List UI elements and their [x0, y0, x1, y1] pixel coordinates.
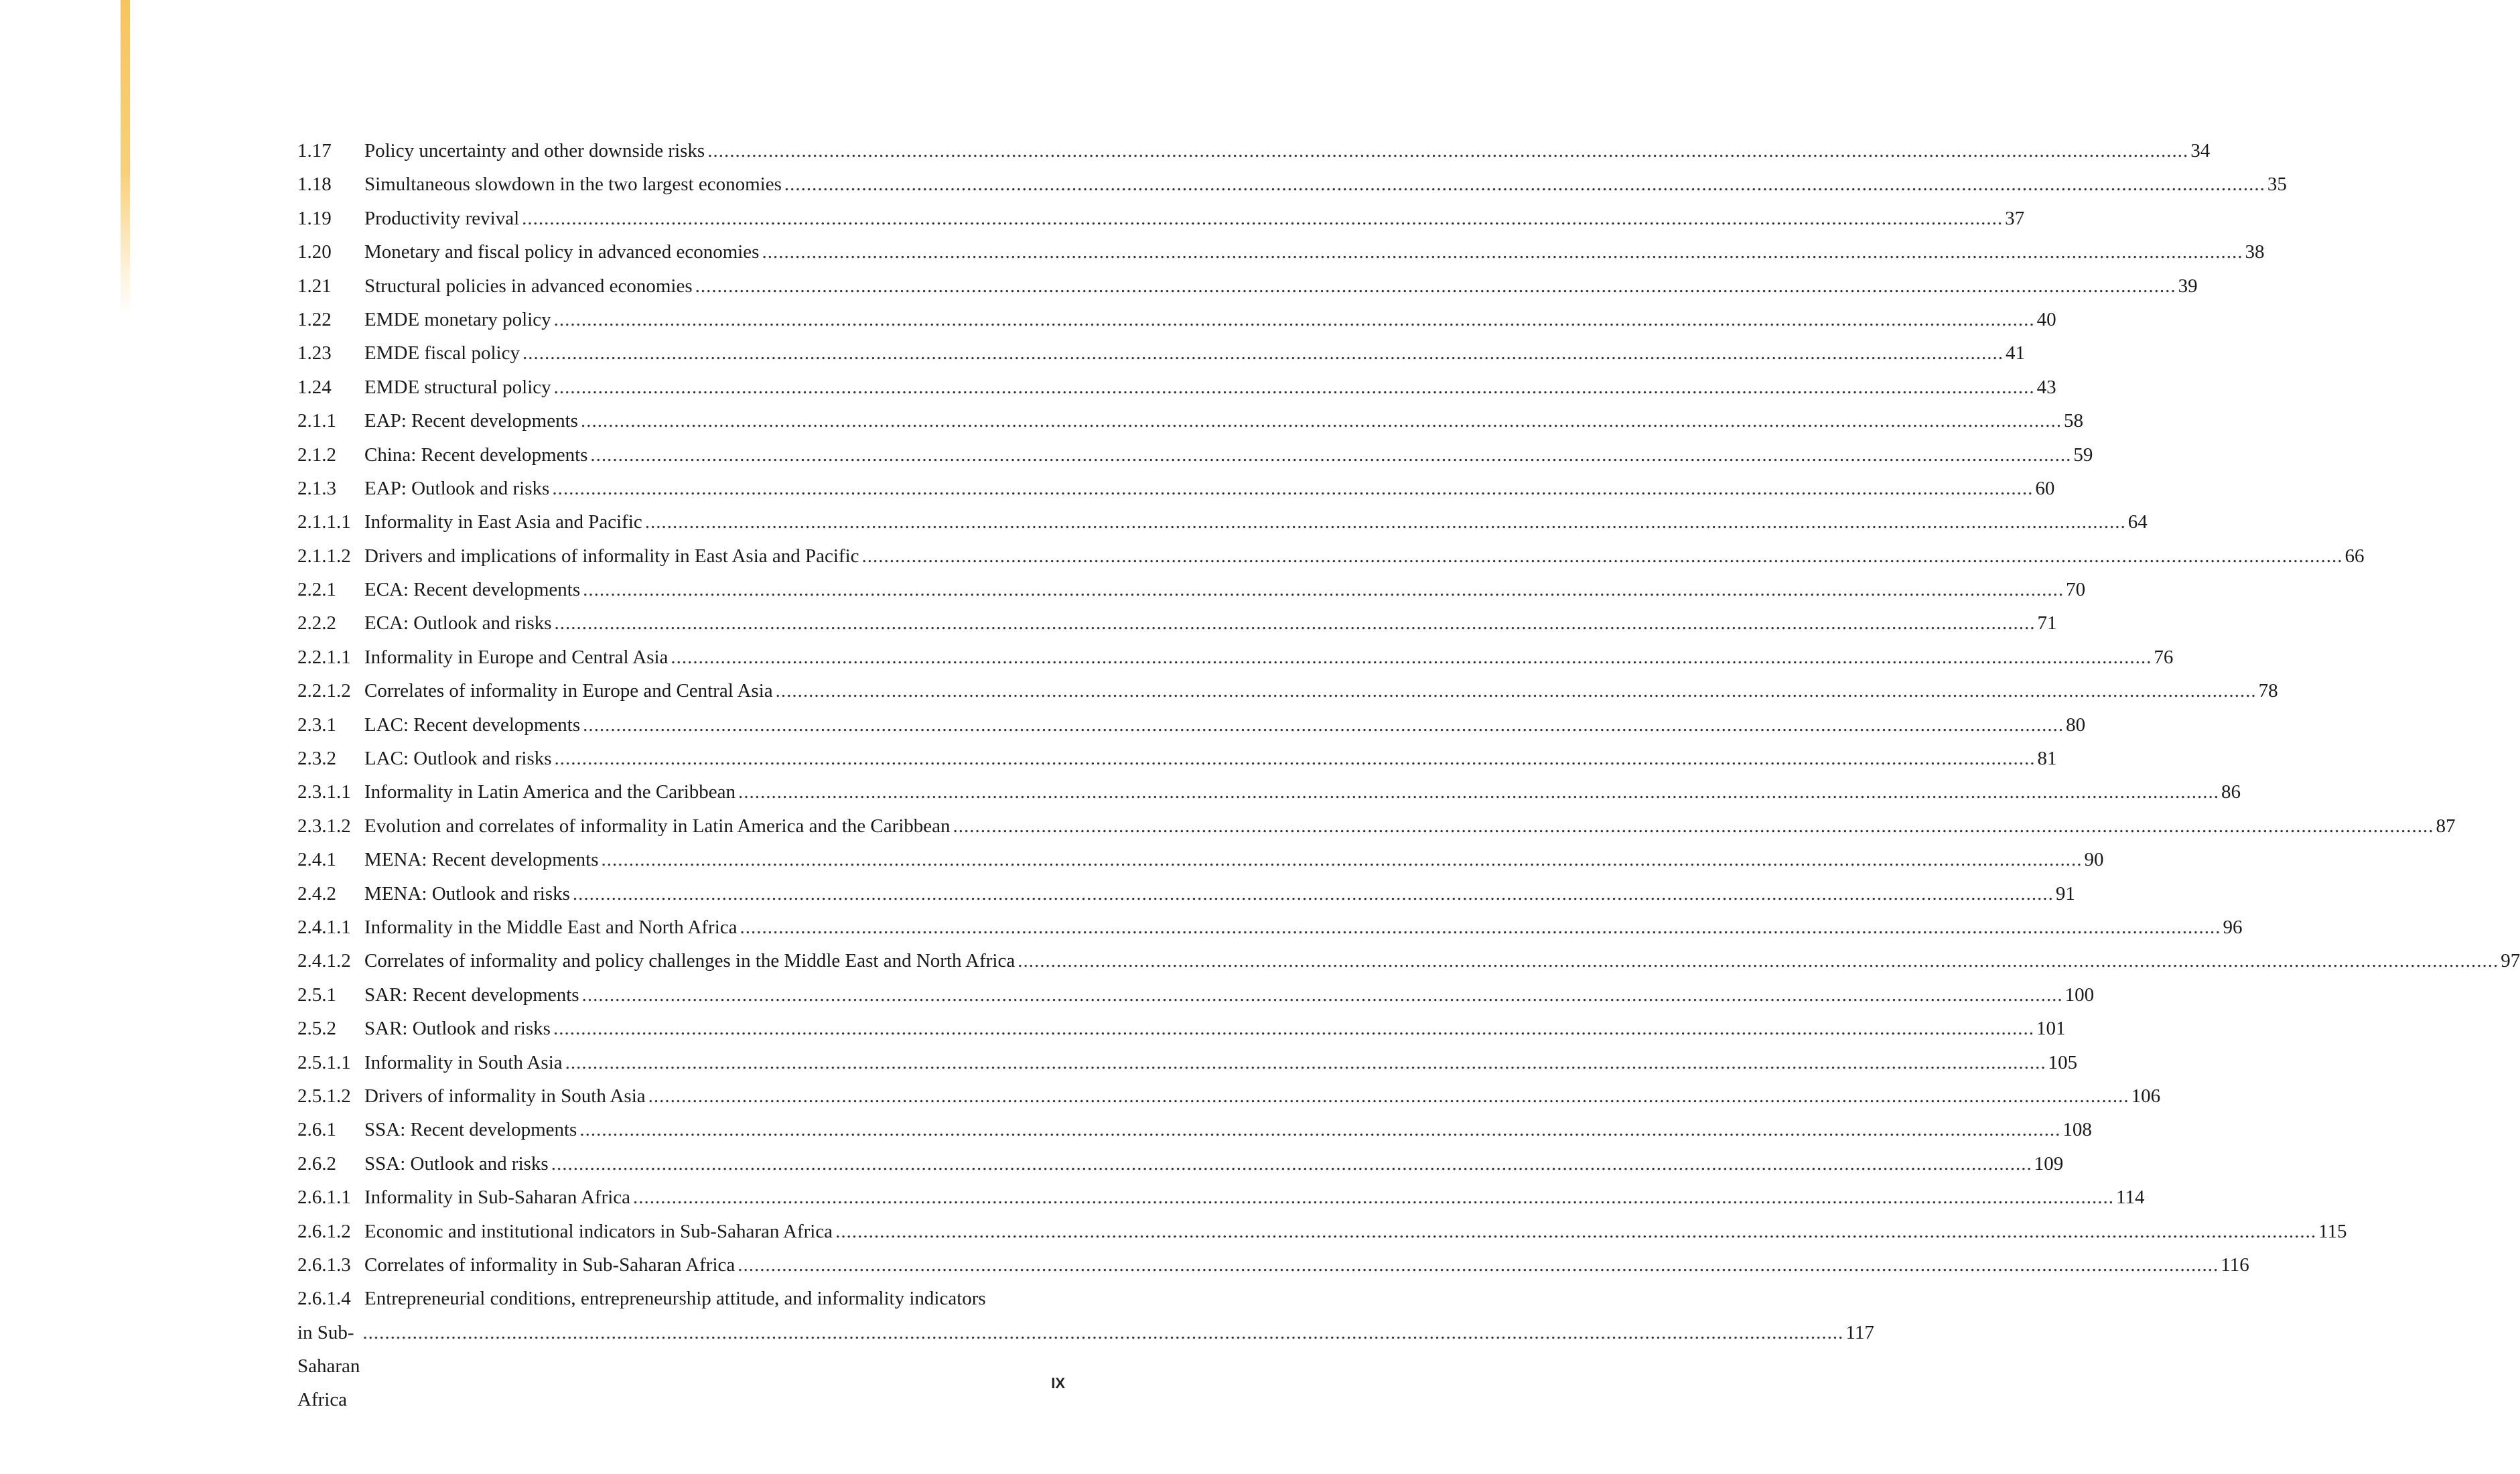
toc-entry-title: Informality in South Asia [364, 1051, 563, 1073]
toc-entry-page-number: 90 [2084, 849, 2104, 871]
toc-entry-title: MENA: Outlook and risks [364, 882, 570, 904]
toc-entry-page-number: 35 [2267, 174, 2287, 196]
toc-entry-number: 2.5.1.2 [297, 1085, 351, 1107]
dot-leader [1018, 944, 2499, 978]
toc-entry-page-number: 101 [2036, 1018, 2066, 1040]
toc-entry-page-number: 91 [2055, 882, 2075, 904]
toc-entry-page-number: 43 [2036, 376, 2056, 398]
toc-entry-title: China: Recent developments [364, 444, 588, 466]
toc-entry-page-number: 106 [2131, 1085, 2161, 1107]
toc-entry-page-number: 117 [1845, 1321, 1874, 1343]
toc-entry-2-3-1-1[interactable] [297, 775, 2241, 809]
toc-entry-number: 1.17 [297, 140, 332, 161]
toc-entry-2-6-1-3[interactable] [297, 1248, 2249, 1282]
dot-leader [784, 168, 2265, 201]
toc-entry-page-number: 116 [2221, 1254, 2249, 1276]
toc-entry-page-number: 60 [2035, 477, 2055, 499]
toc-entry-2-6-1-1[interactable] [297, 1181, 2145, 1214]
dot-leader [583, 708, 2064, 742]
toc-entry-title: Evolution and correlates of informality in Latin America and the Caribbean [364, 815, 951, 837]
toc-entry-1-21[interactable] [297, 269, 2198, 303]
toc-entry-number: 2.6.1.4 [297, 1288, 351, 1310]
toc-entry-2-1-2[interactable] [297, 438, 2093, 472]
toc-entry-2-6-1-2[interactable] [297, 1215, 2347, 1248]
toc-entry-title: SSA: Outlook and risks [364, 1152, 549, 1175]
toc-entry-2-5-1[interactable] [297, 978, 2095, 1012]
toc-entry-number: 1.19 [297, 207, 332, 229]
dot-leader [555, 606, 2036, 640]
toc-entry-number: 2.1.2 [297, 444, 336, 466]
toc-entry-number: 2.2.2 [297, 612, 336, 634]
dot-leader [740, 911, 2221, 944]
dot-leader [551, 1147, 2032, 1181]
toc-entry-page-number: 114 [2116, 1187, 2145, 1209]
toc-entry-page-number: 64 [2127, 511, 2148, 533]
toc-entry-number: 2.4.1.1 [297, 916, 351, 938]
toc-entry-number: 2.3.1.2 [297, 815, 351, 837]
toc-entry-title: Policy uncertainty and other downside risks [364, 140, 705, 161]
toc-entry-page-number: 58 [2063, 410, 2083, 432]
dot-leader [554, 303, 2035, 336]
toc-entry-2-2-1-2[interactable] [297, 674, 2278, 708]
toc-entry-title: Informality in Latin America and the Caribbean [364, 781, 736, 803]
toc-entry-2-2-2[interactable] [297, 606, 2057, 640]
toc-entry-title: Entrepreneurial conditions, entrepreneurship attitude, and informality indicators [364, 1288, 986, 1310]
toc-entry-2-1-3[interactable] [297, 472, 2055, 505]
toc-entry-number: 2.4.1.2 [297, 950, 351, 972]
toc-entry-2-5-1-2[interactable] [297, 1079, 2161, 1113]
toc-entry-title: LAC: Recent developments [364, 714, 581, 736]
toc-entry-1-24[interactable] [297, 371, 2056, 404]
toc-entry-number: 1.22 [297, 308, 332, 330]
toc-entry-number: 2.6.1 [297, 1119, 336, 1141]
toc-entry-title: SSA: Recent developments [364, 1119, 577, 1141]
toc-entry-page-number: 40 [2036, 308, 2056, 330]
toc-entry-title: SAR: Outlook and risks [364, 1018, 551, 1040]
toc-entry-page-number: 76 [2154, 646, 2174, 668]
dot-leader [776, 674, 2257, 708]
toc-entry-page-number: 71 [2037, 612, 2057, 634]
toc-entry-2-4-1[interactable] [297, 843, 2104, 876]
toc-entry-number: 2.2.1.2 [297, 680, 351, 702]
dot-leader [953, 809, 2434, 843]
toc-entry-page-number: 39 [2178, 275, 2198, 297]
toc-entry-2-6-1[interactable] [297, 1113, 2092, 1146]
toc-entry-title: Correlates of informality and policy challenges in the Middle East and North Africa [364, 950, 1016, 972]
toc-entry-2-3-1[interactable] [297, 708, 2086, 742]
dot-leader [645, 505, 2126, 539]
dot-leader [554, 371, 2035, 404]
toc-entry-number: 2.5.1.1 [297, 1051, 351, 1073]
dot-leader [581, 404, 2062, 438]
toc-entry-page-number: 59 [2073, 444, 2093, 466]
dot-leader [695, 269, 2176, 303]
toc-entry-number: 2.1.1.2 [297, 545, 351, 567]
toc-entry-page-number: 78 [2258, 680, 2278, 702]
toc-entry-2-5-1-1[interactable] [297, 1046, 2078, 1079]
toc-entry-title: Monetary and fiscal policy in advanced economies [364, 241, 760, 263]
dot-leader [362, 1316, 1843, 1349]
toc-entry-title: Informality in East Asia and Pacific [364, 511, 642, 533]
toc-entry-title: EAP: Recent developments [364, 410, 578, 432]
dot-leader [862, 539, 2343, 573]
toc-entry-number: 2.5.2 [297, 1018, 336, 1040]
dot-leader [633, 1181, 2114, 1214]
toc-entry-title-continued: in Sub-Saharan Africa [297, 1321, 360, 1411]
toc-entry-title: EMDE monetary policy [364, 308, 551, 330]
toc-entry-1-18[interactable] [297, 168, 2287, 201]
page-folio: IX [1051, 1375, 1065, 1392]
dot-leader [835, 1215, 2316, 1248]
toc-entry-1-19[interactable] [297, 202, 2025, 235]
dot-leader [671, 641, 2152, 674]
toc-entry-page-number: 37 [2005, 207, 2025, 229]
toc-entry-1-23[interactable] [297, 336, 2025, 370]
toc-entry-number: 2.1.1.1 [297, 511, 351, 533]
toc-entry-title: ECA: Recent developments [364, 579, 581, 601]
toc-entry-2-2-1-1[interactable] [297, 641, 2174, 674]
dot-leader [582, 978, 2063, 1012]
toc-entry-1-20[interactable] [297, 235, 2265, 269]
dot-leader [762, 235, 2243, 269]
toc-entry-page-number: 86 [2221, 781, 2241, 803]
dot-leader [602, 843, 2083, 876]
dot-leader [579, 1113, 2060, 1146]
dot-leader [648, 1079, 2129, 1113]
toc-entry-title: EAP: Outlook and risks [364, 477, 550, 499]
dot-leader [553, 1012, 2034, 1045]
dot-leader [552, 472, 2033, 505]
toc-entry-title: MENA: Recent developments [364, 849, 599, 871]
toc-entry-2-1-1-1[interactable] [297, 505, 2148, 539]
toc-entry-number: 2.2.1 [297, 579, 336, 601]
toc-entry-page-number: 115 [2318, 1220, 2347, 1242]
toc-entry-page-number: 87 [2436, 815, 2456, 837]
dot-leader [573, 877, 2054, 911]
toc-entry-title: EMDE structural policy [364, 376, 551, 398]
toc-entry-page-number: 97 [2501, 950, 2520, 972]
toc-entry-number: 2.2.1.1 [297, 646, 351, 668]
toc-entry-title: Productivity revival [364, 207, 520, 229]
dot-leader [590, 438, 2071, 472]
toc-entry-2-5-2[interactable] [297, 1012, 2066, 1045]
toc-entry-number: 2.3.2 [297, 748, 336, 770]
toc-entry-page-number: 34 [2190, 140, 2211, 161]
toc-entry-2-1-1[interactable] [297, 404, 2083, 438]
dot-leader [583, 573, 2064, 606]
toc-entry-title: Economic and institutional indicators in Sub-Saharan Africa [364, 1220, 833, 1242]
toc-entry-title: Drivers and implications of informality in East Asia and Pacific [364, 545, 859, 567]
toc-entry-title: Structural policies in advanced economies [364, 275, 693, 297]
toc-entry-number: 1.24 [297, 376, 332, 398]
toc-entry-number: 2.6.1.3 [297, 1254, 351, 1276]
toc-entry-number: 2.4.2 [297, 882, 336, 904]
toc-entry-2-4-1-2[interactable] [297, 944, 2520, 978]
toc-entry-title: Simultaneous slowdown in the two largest economies [364, 174, 782, 196]
toc-entry-page-number: 38 [2245, 241, 2265, 263]
toc-entry-page-number: 81 [2037, 748, 2057, 770]
toc-entry-2-4-2[interactable] [297, 877, 2075, 911]
toc-entry-title: Informality in the Middle East and North Africa [364, 916, 738, 938]
toc-entry-number: 2.3.1 [297, 714, 336, 736]
toc-entry-2-3-1-2[interactable] [297, 809, 2456, 843]
toc-entry-2-4-1-1[interactable] [297, 911, 2243, 944]
toc-entry-number: 2.1.3 [297, 477, 336, 499]
toc-entry-title: Informality in Sub-Saharan Africa [364, 1187, 631, 1209]
dot-leader [565, 1046, 2046, 1079]
toc-entry-number: 2.3.1.1 [297, 781, 351, 803]
dot-leader [738, 775, 2219, 809]
toc-entry-page-number: 66 [2344, 545, 2365, 567]
dot-leader [522, 202, 2003, 235]
dot-leader [707, 134, 2188, 168]
dot-leader [522, 336, 2004, 370]
toc-entry-page-number: 80 [2066, 714, 2086, 736]
toc-entry-page-number: 100 [2064, 984, 2095, 1006]
toc-entry-title: Correlates of informality in Sub-Saharan Africa [364, 1254, 736, 1276]
toc-entry-number: 2.6.1.2 [297, 1220, 351, 1242]
toc-entry-title: ECA: Outlook and risks [364, 612, 552, 634]
toc-entry-2-1-1-2[interactable] [297, 539, 2365, 573]
toc-entry-title: Informality in Europe and Central Asia [364, 646, 669, 668]
toc-entry-1-17[interactable] [297, 134, 2211, 168]
toc-entry-page-number: 41 [2005, 342, 2025, 364]
toc-entry-title: SAR: Recent developments [364, 984, 579, 1006]
toc-entry-number: 2.6.2 [297, 1152, 336, 1175]
toc-entry-number: 1.23 [297, 342, 332, 364]
toc-entry-title: EMDE fiscal policy [364, 342, 520, 364]
toc-entry-number: 2.4.1 [297, 849, 336, 871]
toc-entry-number: 1.21 [297, 275, 332, 297]
toc-entry-page-number: 109 [2034, 1152, 2064, 1175]
toc-entry-1-22[interactable] [297, 303, 2056, 336]
toc-entry-page-number: 105 [2048, 1051, 2078, 1073]
toc-entry-title: Correlates of informality in Europe and Central Asia [364, 680, 773, 702]
toc-entry-title: Drivers of informality in South Asia [364, 1085, 646, 1107]
toc-entry-2-6-2[interactable] [297, 1147, 2064, 1181]
toc-entry-number: 1.20 [297, 241, 332, 263]
dot-leader [555, 742, 2036, 775]
toc-entry-page-number: 96 [2223, 916, 2243, 938]
toc-entry-2-2-1[interactable] [297, 573, 2086, 606]
dot-leader [738, 1248, 2219, 1282]
toc-entry-page-number: 108 [2062, 1119, 2092, 1141]
toc-entry-page-number: 70 [2066, 579, 2086, 601]
toc-entry-2-3-2[interactable] [297, 742, 2057, 775]
toc-entry-number: 2.6.1.1 [297, 1187, 351, 1209]
toc-entry-number: 1.18 [297, 174, 332, 196]
toc-entry-number: 2.5.1 [297, 984, 336, 1006]
toc-entry-title: LAC: Outlook and risks [364, 748, 552, 770]
toc-entry-number: 2.1.1 [297, 410, 336, 432]
decorative-accent-bar [121, 0, 130, 315]
